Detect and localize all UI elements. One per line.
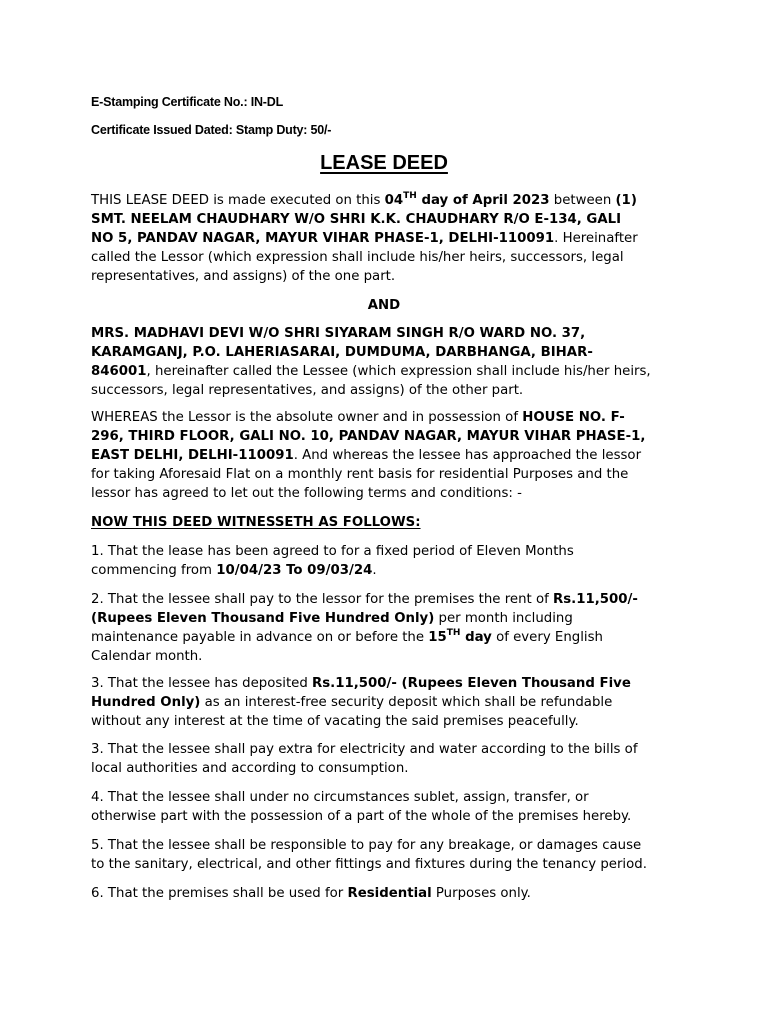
- due-day: 15: [428, 630, 447, 645]
- whereas-text: lessor has agreed to let out the following terms and conditions: -: [91, 486, 522, 501]
- intro-party-number: (1): [615, 193, 637, 208]
- witness-heading-text: NOW THIS DEED WITNESSETH AS FOLLOWS:: [91, 515, 421, 530]
- clause-text: 3. That the lessee has deposited: [91, 676, 313, 691]
- intro-text: representatives, and assigns) of the one part.: [91, 269, 396, 284]
- lessor-address: NO 5, PANDAV NAGAR, MAYUR VIHAR PHASE-1, DELHI-110091: [91, 231, 555, 246]
- lessee-text: successors, legal representatives, and assigns) of the other part.: [91, 383, 524, 398]
- lessor-name: SMT. NEELAM CHAUDHARY W/O SHRI K.K. CHAUDHARY R/O E-134, GALI: [91, 212, 622, 227]
- lessee-address: KARAMGANJ, P.O. LAHERIASARAI, DUMDUMA, DARBHANGA, BIHAR-: [91, 345, 593, 360]
- clause-4: [91, 788, 691, 826]
- clause-text: per month including: [434, 611, 573, 626]
- clause-text: 1. That the lease has been agreed to for a fixed period of Eleven Months: [91, 544, 574, 559]
- rent-amount-words: (Rupees Eleven Thousand Five Hundred Only): [91, 611, 435, 626]
- intro-text: THIS LEASE DEED is made executed on this: [91, 193, 385, 208]
- deposit-amount: Hundred Only): [91, 695, 201, 710]
- intro-text: . Hereinafter: [554, 231, 638, 246]
- intro-text: between: [549, 193, 616, 208]
- clause-6: [91, 884, 691, 903]
- usage-type: Residential: [347, 886, 432, 901]
- whereas-text: for taking Aforesaid Flat on a monthly rent basis for residential Purposes and the: [91, 467, 629, 482]
- whereas-paragraph: [91, 408, 691, 503]
- due-day-label: day: [460, 630, 492, 645]
- clause-text: 2. That the lessee shall pay to the lessor for the premises the rent of: [91, 592, 553, 607]
- clause-3-deposit: [91, 674, 691, 731]
- document-title: LEASE DEED: [320, 152, 448, 174]
- clause-text: .: [372, 563, 377, 578]
- intro-date-day: 04: [384, 193, 404, 208]
- clause-5: [91, 836, 691, 874]
- intro-text: called the Lessor (which expression shall include his/her heirs, successors, legal: [91, 250, 624, 265]
- clause-text: of every English: [491, 630, 603, 645]
- rent-amount: Rs.11,500/-: [552, 592, 638, 607]
- clause-text: Purposes only.: [431, 886, 531, 901]
- clause-3-utilities: [91, 740, 691, 778]
- property-address: 296, THIRD FLOOR, GALI NO. 10, PANDAV NAGAR, MAYUR VIHAR PHASE-1,: [91, 429, 646, 444]
- whereas-text: . And whereas the lessee has approached the lessor: [293, 448, 642, 463]
- property-address: HOUSE NO. F-: [522, 410, 625, 425]
- and-separator: [0, 296, 768, 315]
- intro-date-month: day of April 2023: [416, 193, 550, 208]
- clause-text: 5. That the lessee shall be responsible to pay for any breakage, or damages cause: [91, 838, 642, 853]
- clause-text: without any interest at the time of vacating the said premises peacefully.: [91, 714, 579, 729]
- and-label: AND: [367, 298, 401, 313]
- due-day-sup: TH: [446, 627, 461, 638]
- clause-text: local authorities and according to consumption.: [91, 761, 409, 776]
- clause-text: commencing from: [91, 563, 217, 578]
- lessee-paragraph: [91, 324, 691, 400]
- witness-heading: [91, 513, 691, 532]
- clause-text: 6. That the premises shall be used for: [91, 886, 348, 901]
- clause-2: [91, 590, 691, 666]
- clause-text: Calendar month.: [91, 649, 203, 664]
- whereas-text: WHEREAS the Lessor is the absolute owner and in possession of: [91, 410, 523, 425]
- clause-text: maintenance payable in advance on or before the: [91, 630, 429, 645]
- clause-text: otherwise part with the possession of a part of the whole of the premises hereby.: [91, 809, 632, 824]
- certificate-issued: Certificate Issued Dated: Stamp Duty: 50/-: [91, 123, 332, 137]
- clause-1: [91, 542, 691, 580]
- property-address: EAST DELHI, DELHI-110091: [91, 448, 294, 463]
- intro-date-sup: TH: [403, 190, 417, 201]
- lessee-text: , hereinafter called the Lessee (which expression shall include his/her heirs,: [146, 364, 651, 379]
- clause-text: 4. That the lessee shall under no circumstances sublet, assign, transfer, or: [91, 790, 589, 805]
- intro-paragraph: [91, 191, 691, 286]
- clause-text: to the sanitary, electrical, and other fittings and fixtures during the tenancy period.: [91, 857, 647, 872]
- lease-period: 10/04/23 To 09/03/24: [216, 563, 373, 578]
- lessee-pincode: 846001: [91, 364, 147, 379]
- lessee-name: MRS. MADHAVI DEVI W/O SHRI SIYARAM SINGH R/O WARD NO. 37,: [91, 326, 586, 341]
- certificate-number: E-Stamping Certificate No.: IN-DL: [91, 95, 284, 109]
- deposit-amount: Rs.11,500/- (Rupees Eleven Thousand Five: [312, 676, 631, 691]
- clause-text: as an interest-free security deposit which shall be refundable: [200, 695, 613, 710]
- clause-text: 3. That the lessee shall pay extra for electricity and water according to the bills of: [91, 742, 638, 757]
